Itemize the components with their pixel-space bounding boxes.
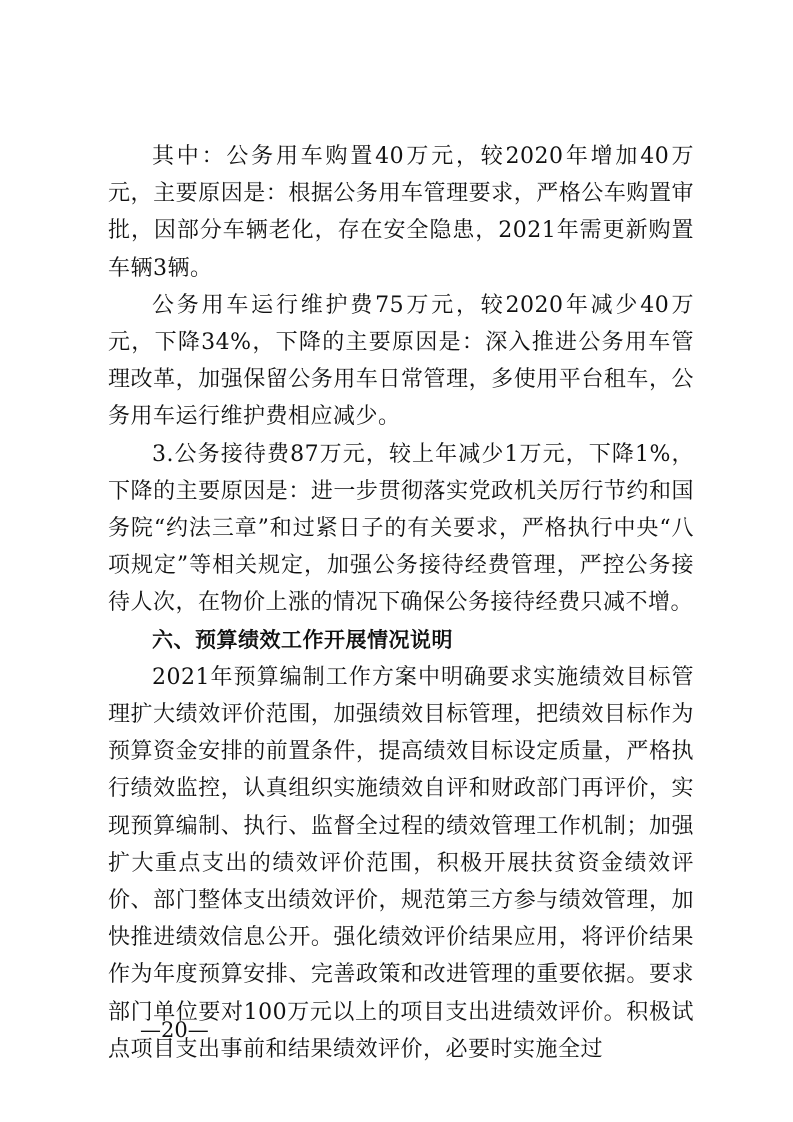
document-body <box>108 138 694 1068</box>
section-heading: 六、预算绩效工作开展情况说明 <box>152 627 453 652</box>
paragraph-vehicle-purchase: 其中：公务用车购置40万元，较2020年增加40万元，主要原因是：根据公务用车管理要求，严格公车购置审批，因部分车辆老化，存在安全隐患，2021年需更新购置车辆3辆。 <box>108 144 694 281</box>
paragraph-reception-expenses: 3.公务接待费87万元，较上年减少1万元，下降1%，下降的主要原因是：进一步贯彻落实党政机关厉行节约和国务院“约法三章”和过紧日子的有关要求，严格执行中央“八项规定”等相关规定，加强公务接待经费管理，严控公务接待人次，在物价上涨的情况下确保公务接待经费只减不增。 <box>108 441 694 616</box>
paragraph-performance-budget: 2021年预算编制工作方案中明确要求实施绩效目标管理扩大绩效评价范围，加强绩效目标管理，把绩效目标作为预算资金安排的前置条件，提高绩效目标设定质量，严格执行绩效监控，认真组织实施绩效自评和财政部门再评价，实现预算编制、执行、监督全过程的绩效管理工作机制；加强扩大重点支出的绩效评价范围，积极开展扶贫资金绩效评价、部门整体支出绩效评价，规范第三方参与绩效管理，加快推进绩效信息公开。强化绩效评价结果应用，将评价结果作为年度预算安排、完善政策和改进管理的重要依据。要求部门单位要对100万元以上的项目支出进绩效评价。积极试点项目支出事前和结果绩效评价，必要时实施全过 <box>108 664 694 1062</box>
page-number: —20— <box>140 1018 209 1042</box>
paragraph-vehicle-maintenance: 公务用车运行维护费75万元，较2020年减少40万元，下降34%，下降的主要原因是：深入推进公务用车管理改革，加强保留公务用车日常管理，多使用平台租车，公务用车运行维护费相应减少。 <box>108 292 694 430</box>
